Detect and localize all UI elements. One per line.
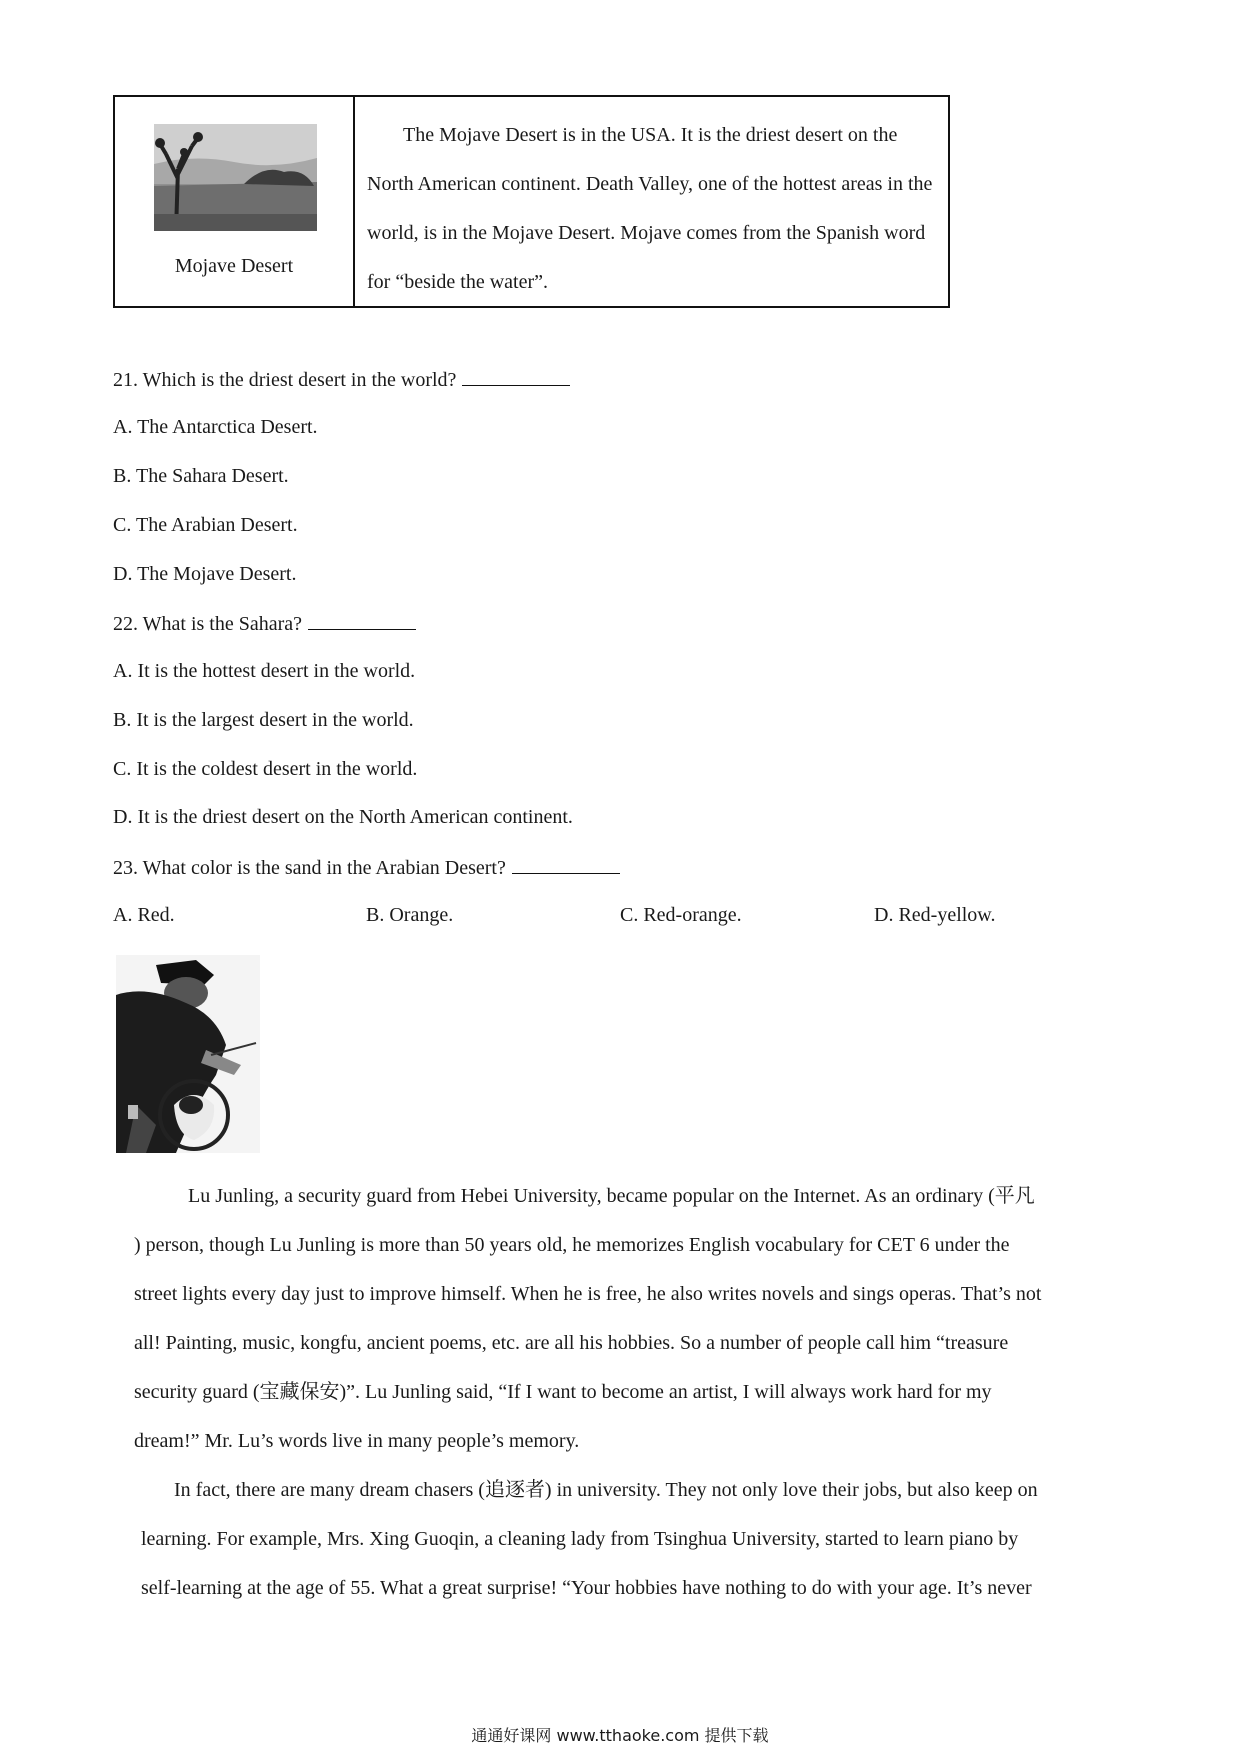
q23-option-a: A. Red.: [113, 904, 175, 926]
q22-option-c: C. It is the coldest desert in the world.: [113, 758, 418, 780]
passage-line-9: self-learning at the age of 55. What a great surprise! “Your hobbies have nothing to do with your age. It’s never: [141, 1577, 1032, 1599]
q21-option-d: D. The Mojave Desert.: [113, 563, 297, 585]
q21-option-a: A. The Antarctica Desert.: [113, 416, 318, 438]
passage-line-7: In fact, there are many dream chasers (追逐者) in university. They not only love their jobs, but also keep on: [174, 1479, 1038, 1501]
photo-caption: Mojave Desert: [174, 255, 294, 277]
passage-line-2: ) person, though Lu Junling is more than 50 years old, he memorizes English vocabulary for CET 6 under the: [134, 1234, 1010, 1256]
question-23: [113, 855, 620, 880]
passage-line-1: Lu Junling, a security guard from Hebei University, became popular on the Internet. As an ordinary (平凡: [188, 1185, 1035, 1207]
q23-option-b: B. Orange.: [366, 904, 454, 926]
passage-line-4: all! Painting, music, kongfu, ancient poems, etc. are all his hobbies. So a number of people call him “treasure: [134, 1332, 1009, 1354]
answer-blank-22[interactable]: [308, 611, 416, 630]
passage-line-3: street lights every day just to improve himself. When he is free, he also writes novels and sings operas. That’s not: [134, 1283, 1042, 1305]
q23-option-c: C. Red-orange.: [620, 904, 742, 926]
question-21-stem: 21. Which is the driest desert in the world?: [113, 369, 457, 391]
q22-option-a: A. It is the hottest desert in the world.: [113, 660, 416, 682]
reading-passage: [134, 1172, 1134, 1613]
page-footer: 通通好课网 www.tthaoke.com 提供下载: [471, 1726, 769, 1745]
desert-info-table: [113, 95, 950, 308]
desert-description: [367, 111, 935, 307]
passage-line-6: dream!” Mr. Lu’s words live in many people’s memory.: [134, 1430, 580, 1452]
security-guard-photo: [116, 955, 260, 1153]
q22-option-d: D. It is the driest desert on the North American continent.: [113, 806, 573, 828]
q21-option-b: B. The Sahara Desert.: [113, 465, 289, 487]
answer-blank-21[interactable]: [462, 367, 570, 386]
answer-blank-23[interactable]: [512, 855, 620, 874]
table-divider: [353, 97, 355, 306]
mojave-desert-photo: [154, 124, 317, 231]
description-text: The Mojave Desert is in the USA. It is the driest desert on the North American continent. Death Valley, one of the hottest areas in the world, is in the Mojave Desert. Mojave comes from the Spanish word for “beside the water”.: [367, 124, 933, 293]
question-22: [113, 611, 416, 636]
passage-line-5: security guard (宝藏保安)”. Lu Junling said, “If I want to become an artist, I will always work hard for my: [134, 1381, 992, 1403]
question-21: [113, 367, 570, 392]
q22-option-b: B. It is the largest desert in the world.: [113, 709, 414, 731]
question-23-stem: 23. What color is the sand in the Arabian Desert?: [113, 857, 506, 879]
passage-line-8: learning. For example, Mrs. Xing Guoqin, a cleaning lady from Tsinghua University, started to learn piano by: [141, 1528, 1019, 1550]
q23-option-d: D. Red-yellow.: [874, 904, 996, 926]
question-22-stem: 22. What is the Sahara?: [113, 613, 303, 635]
photo-cell: [115, 97, 353, 306]
q21-option-c: C. The Arabian Desert.: [113, 514, 298, 536]
